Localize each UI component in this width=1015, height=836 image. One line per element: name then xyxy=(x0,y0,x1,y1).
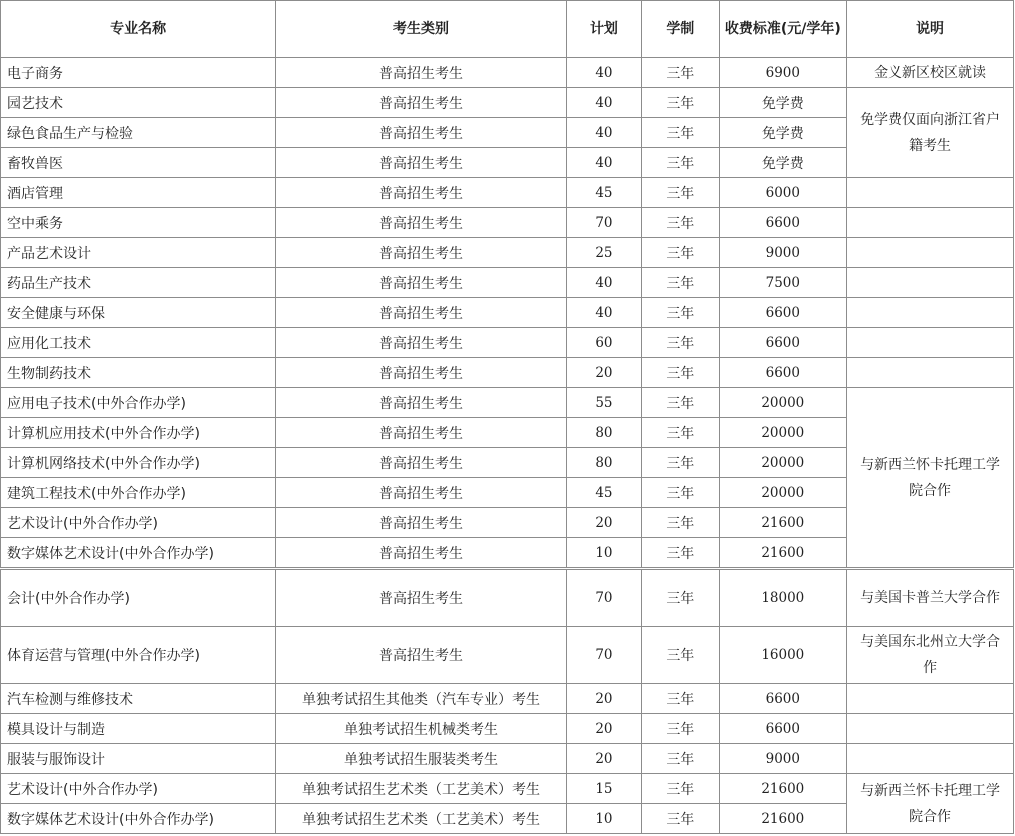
major-name-cell: 生物制药技术 xyxy=(1,358,276,388)
note-cell-empty xyxy=(847,328,1014,358)
fee-cell: 20000 xyxy=(719,388,847,418)
category-cell: 普高招生考生 xyxy=(276,298,566,328)
table-row xyxy=(1,714,1014,744)
category-cell: 单独考试招生艺术类（工艺美术）考生 xyxy=(276,774,566,804)
fee-cell: 免学费 xyxy=(719,88,847,118)
category-cell: 普高招生考生 xyxy=(276,569,566,627)
major-name-cell: 建筑工程技术(中外合作办学) xyxy=(1,478,276,508)
category-cell: 普高招生考生 xyxy=(276,508,566,538)
note-cell-empty xyxy=(847,744,1014,774)
duration-cell: 三年 xyxy=(642,418,719,448)
category-cell: 普高招生考生 xyxy=(276,418,566,448)
plan-cell: 80 xyxy=(566,418,641,448)
category-cell: 普高招生考生 xyxy=(276,538,566,569)
duration-cell: 三年 xyxy=(642,298,719,328)
note-cell-empty xyxy=(847,208,1014,238)
plan-cell: 40 xyxy=(566,298,641,328)
category-cell: 普高招生考生 xyxy=(276,58,566,88)
plan-cell: 45 xyxy=(566,478,641,508)
plan-cell: 80 xyxy=(566,448,641,478)
major-name-cell: 应用化工技术 xyxy=(1,328,276,358)
plan-cell: 20 xyxy=(566,744,641,774)
note-cell: 金义新区校区就读 xyxy=(847,58,1014,88)
fee-cell: 6600 xyxy=(719,328,847,358)
table-row xyxy=(1,744,1014,774)
plan-cell: 20 xyxy=(566,714,641,744)
plan-cell: 10 xyxy=(566,538,641,569)
duration-cell: 三年 xyxy=(642,238,719,268)
plan-cell: 70 xyxy=(566,569,641,627)
major-name-cell: 汽车检测与维修技术 xyxy=(1,684,276,714)
plan-cell: 40 xyxy=(566,88,641,118)
note-cell: 免学费仅面向浙江省户籍考生 xyxy=(847,88,1014,178)
major-name-cell: 园艺技术 xyxy=(1,88,276,118)
fee-cell: 6900 xyxy=(719,58,847,88)
major-name-cell: 酒店管理 xyxy=(1,178,276,208)
fee-cell: 免学费 xyxy=(719,148,847,178)
table-row xyxy=(1,268,1014,298)
category-cell: 普高招生考生 xyxy=(276,268,566,298)
plan-cell: 40 xyxy=(566,148,641,178)
duration-cell: 三年 xyxy=(642,744,719,774)
table-row xyxy=(1,178,1014,208)
table-row xyxy=(1,58,1014,88)
plan-cell: 40 xyxy=(566,58,641,88)
fee-cell: 6000 xyxy=(719,178,847,208)
fee-cell: 16000 xyxy=(719,627,847,684)
fee-cell: 20000 xyxy=(719,478,847,508)
header-note: 说明 xyxy=(847,1,1014,58)
category-cell: 普高招生考生 xyxy=(276,178,566,208)
major-name-cell: 计算机应用技术(中外合作办学) xyxy=(1,418,276,448)
duration-cell: 三年 xyxy=(642,478,719,508)
fee-cell: 21600 xyxy=(719,774,847,804)
table-row xyxy=(1,388,1014,418)
duration-cell: 三年 xyxy=(642,268,719,298)
major-name-cell: 计算机网络技术(中外合作办学) xyxy=(1,448,276,478)
fee-cell: 9000 xyxy=(719,744,847,774)
header-fee: 收费标准(元/学年) xyxy=(719,1,847,58)
table-row xyxy=(1,208,1014,238)
plan-cell: 40 xyxy=(566,118,641,148)
major-name-cell: 数字媒体艺术设计(中外合作办学) xyxy=(1,804,276,834)
category-cell: 普高招生考生 xyxy=(276,388,566,418)
header-plan: 计划 xyxy=(566,1,641,58)
duration-cell: 三年 xyxy=(642,58,719,88)
duration-cell: 三年 xyxy=(642,388,719,418)
fee-cell: 6600 xyxy=(719,714,847,744)
note-cell: 与新西兰怀卡托理工学院合作 xyxy=(847,774,1014,834)
fee-cell: 9000 xyxy=(719,238,847,268)
category-cell: 普高招生考生 xyxy=(276,238,566,268)
duration-cell: 三年 xyxy=(642,714,719,744)
major-name-cell: 数字媒体艺术设计(中外合作办学) xyxy=(1,538,276,569)
plan-cell: 55 xyxy=(566,388,641,418)
major-name-cell: 服装与服饰设计 xyxy=(1,744,276,774)
table-row xyxy=(1,298,1014,328)
note-cell-empty xyxy=(847,358,1014,388)
category-cell: 普高招生考生 xyxy=(276,627,566,684)
note-cell-empty xyxy=(847,298,1014,328)
duration-cell: 三年 xyxy=(642,118,719,148)
note-cell: 与美国东北州立大学合作 xyxy=(847,627,1014,684)
plan-cell: 10 xyxy=(566,804,641,834)
table-row xyxy=(1,358,1014,388)
table-row xyxy=(1,627,1014,684)
fee-cell: 免学费 xyxy=(719,118,847,148)
plan-cell: 20 xyxy=(566,684,641,714)
table-row xyxy=(1,238,1014,268)
fee-cell: 20000 xyxy=(719,448,847,478)
table-row xyxy=(1,684,1014,714)
category-cell: 普高招生考生 xyxy=(276,208,566,238)
header-major-name: 专业名称 xyxy=(1,1,276,58)
plan-cell: 25 xyxy=(566,238,641,268)
note-cell: 与美国卡普兰大学合作 xyxy=(847,569,1014,627)
fee-cell: 18000 xyxy=(719,569,847,627)
major-name-cell: 药品生产技术 xyxy=(1,268,276,298)
duration-cell: 三年 xyxy=(642,88,719,118)
major-name-cell: 安全健康与环保 xyxy=(1,298,276,328)
plan-cell: 15 xyxy=(566,774,641,804)
plan-cell: 60 xyxy=(566,328,641,358)
plan-cell: 20 xyxy=(566,358,641,388)
plan-cell: 20 xyxy=(566,508,641,538)
plan-cell: 70 xyxy=(566,208,641,238)
duration-cell: 三年 xyxy=(642,508,719,538)
duration-cell: 三年 xyxy=(642,208,719,238)
fee-cell: 20000 xyxy=(719,418,847,448)
fee-cell: 21600 xyxy=(719,804,847,834)
plan-cell: 70 xyxy=(566,627,641,684)
category-cell: 普高招生考生 xyxy=(276,118,566,148)
plan-cell: 45 xyxy=(566,178,641,208)
major-name-cell: 体育运营与管理(中外合作办学) xyxy=(1,627,276,684)
fee-cell: 6600 xyxy=(719,684,847,714)
major-name-cell: 空中乘务 xyxy=(1,208,276,238)
duration-cell: 三年 xyxy=(642,148,719,178)
category-cell: 单独考试招生服装类考生 xyxy=(276,744,566,774)
category-cell: 单独考试招生机械类考生 xyxy=(276,714,566,744)
fee-cell: 6600 xyxy=(719,298,847,328)
duration-cell: 三年 xyxy=(642,569,719,627)
major-name-cell: 艺术设计(中外合作办学) xyxy=(1,508,276,538)
category-cell: 普高招生考生 xyxy=(276,88,566,118)
duration-cell: 三年 xyxy=(642,358,719,388)
category-cell: 普高招生考生 xyxy=(276,148,566,178)
major-name-cell: 应用电子技术(中外合作办学) xyxy=(1,388,276,418)
duration-cell: 三年 xyxy=(642,804,719,834)
note-cell-empty xyxy=(847,178,1014,208)
fee-cell: 6600 xyxy=(719,358,847,388)
duration-cell: 三年 xyxy=(642,448,719,478)
category-cell: 普高招生考生 xyxy=(276,448,566,478)
category-cell: 单独考试招生其他类（汽车专业）考生 xyxy=(276,684,566,714)
note-cell-empty xyxy=(847,684,1014,714)
duration-cell: 三年 xyxy=(642,328,719,358)
category-cell: 普高招生考生 xyxy=(276,478,566,508)
note-cell-empty xyxy=(847,268,1014,298)
category-cell: 普高招生考生 xyxy=(276,358,566,388)
table-row xyxy=(1,88,1014,118)
table-row xyxy=(1,569,1014,627)
header-duration: 学制 xyxy=(642,1,719,58)
duration-cell: 三年 xyxy=(642,684,719,714)
table-row xyxy=(1,328,1014,358)
fee-cell: 6600 xyxy=(719,208,847,238)
major-name-cell: 畜牧兽医 xyxy=(1,148,276,178)
duration-cell: 三年 xyxy=(642,538,719,569)
category-cell: 单独考试招生艺术类（工艺美术）考生 xyxy=(276,804,566,834)
category-cell: 普高招生考生 xyxy=(276,328,566,358)
major-name-cell: 绿色食品生产与检验 xyxy=(1,118,276,148)
table-header-row xyxy=(1,1,1014,58)
duration-cell: 三年 xyxy=(642,627,719,684)
plan-cell: 40 xyxy=(566,268,641,298)
duration-cell: 三年 xyxy=(642,774,719,804)
major-name-cell: 电子商务 xyxy=(1,58,276,88)
major-name-cell: 艺术设计(中外合作办学) xyxy=(1,774,276,804)
fee-cell: 7500 xyxy=(719,268,847,298)
fee-cell: 21600 xyxy=(719,508,847,538)
fee-cell: 21600 xyxy=(719,538,847,569)
major-name-cell: 模具设计与制造 xyxy=(1,714,276,744)
major-name-cell: 会计(中外合作办学) xyxy=(1,569,276,627)
note-cell-empty xyxy=(847,714,1014,744)
header-student-category: 考生类别 xyxy=(276,1,566,58)
note-cell: 与新西兰怀卡托理工学院合作 xyxy=(847,388,1014,569)
major-name-cell: 产品艺术设计 xyxy=(1,238,276,268)
table-row xyxy=(1,774,1014,804)
note-cell-empty xyxy=(847,238,1014,268)
duration-cell: 三年 xyxy=(642,178,719,208)
